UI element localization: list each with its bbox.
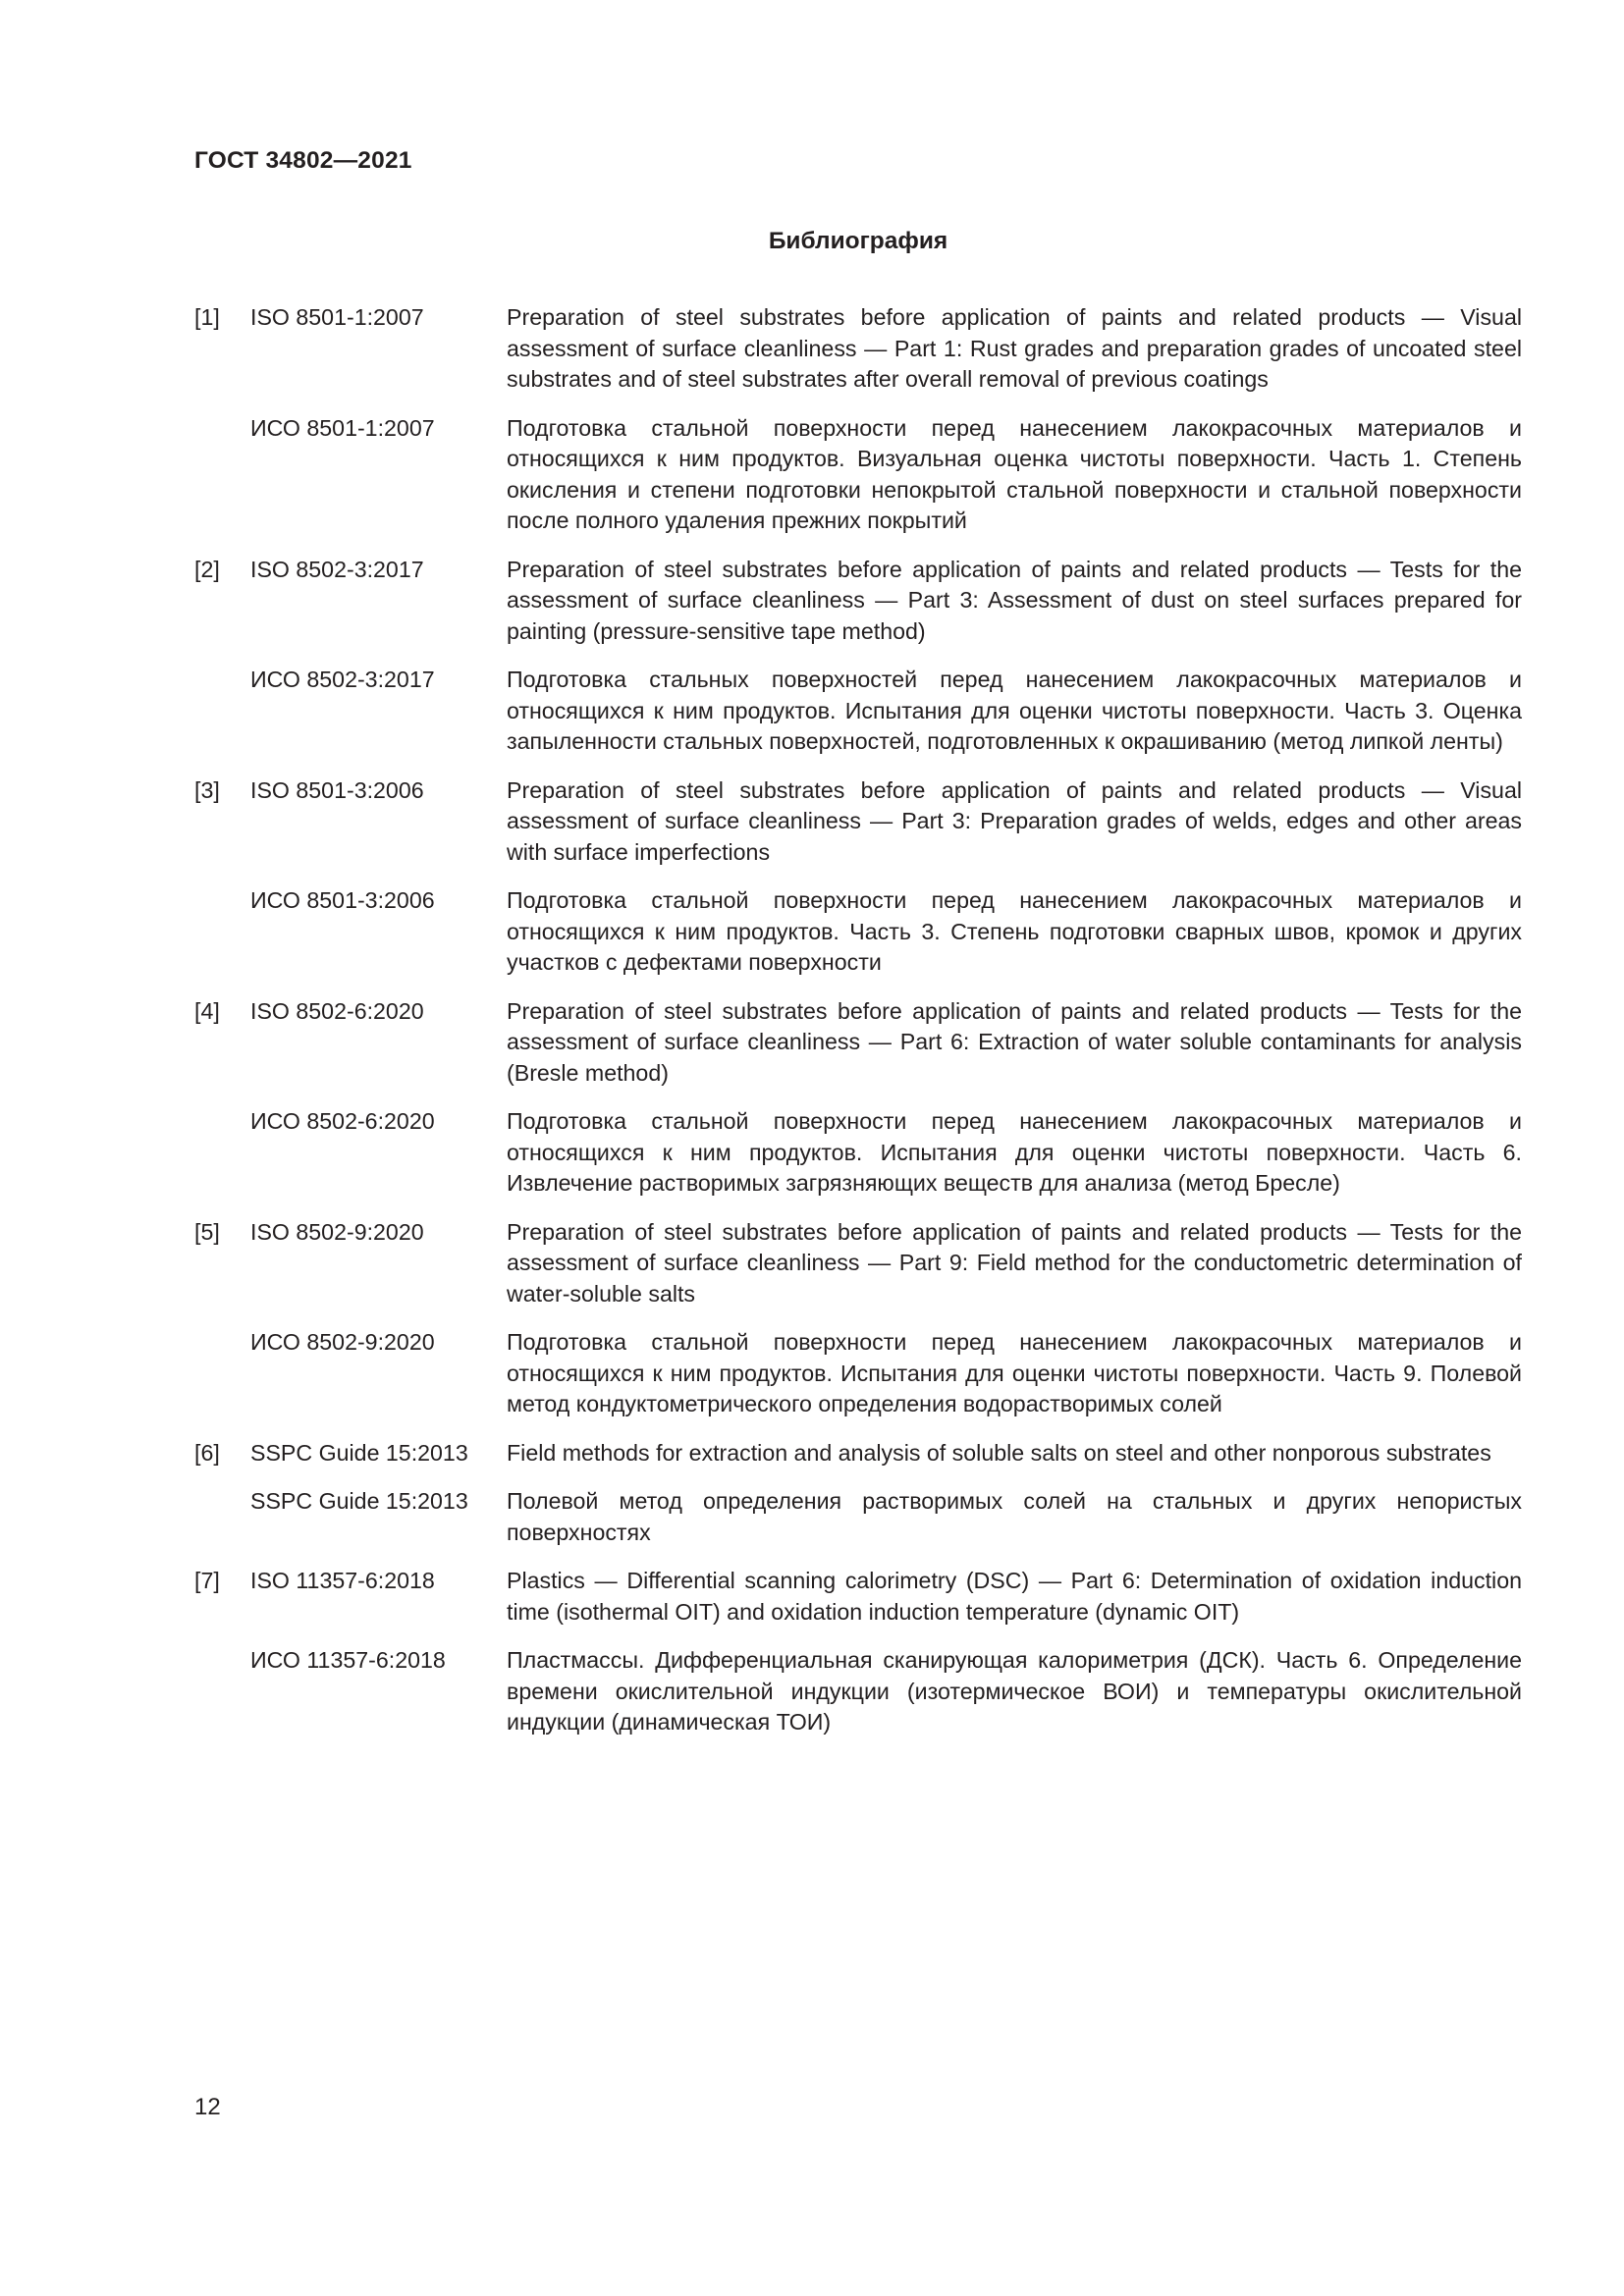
standard-code: ISO 8501-1:2007 — [250, 304, 424, 330]
entry-translation — [194, 1327, 1522, 1420]
standard-code: ISO 8502-6:2020 — [250, 997, 424, 1024]
entry-original — [194, 1566, 1522, 1628]
standard-code: ISO 11357-6:2018 — [250, 1568, 435, 1593]
standard-code-translated: ИСО 8502-6:2020 — [250, 1108, 435, 1134]
reference-number: [7] — [194, 1568, 220, 1593]
standard-title-translated: Полевой метод определения растворимых солей на стальных и других непористых поверхностях — [507, 1488, 1522, 1545]
entry-translation — [194, 1645, 1522, 1738]
bibliography-list — [194, 302, 1522, 1756]
standard-title-translated: Подготовка стальной поверхности перед нанесением лакокрасочных материалов и относящихся к ним продуктов. Испытания для оценки чистоты поверхности. Часть 6. Извлечение растворимых загрязняющих веществ для анализа (метод Бресле) — [507, 1108, 1522, 1196]
bibliography-entry — [194, 1217, 1522, 1420]
standard-title-translated: Подготовка стальной поверхности перед нанесением лакокрасочных материалов и относящихся к ним продуктов. Часть 3. Степень подготовки сварных швов, кромок и других участков с дефектами поверхности — [507, 887, 1522, 975]
standard-code: ISO 8501-3:2006 — [250, 776, 424, 803]
reference-number: [2] — [194, 556, 220, 582]
entry-original — [194, 1438, 1522, 1469]
entry-translation — [194, 413, 1522, 537]
standard-code: ISO 8502-9:2020 — [250, 1218, 424, 1245]
standard-code-translated: ИСО 8502-3:2017 — [250, 667, 435, 692]
bibliography-entry — [194, 555, 1522, 758]
entry-translation — [194, 885, 1522, 979]
bibliography-entry — [194, 1438, 1522, 1549]
entry-original — [194, 555, 1522, 648]
reference-number: [3] — [194, 776, 220, 803]
standard-title: Preparation of steel substrates before application of paints and related products — Visual assessment of surface cleanliness — Part 3: Preparation grades of welds, edges and other areas with surface imperfections — [507, 776, 1522, 865]
standard-title: Preparation of steel substrates before application of paints and related products — Tests for the assessment of surface cleanliness — Part 3: Assessment of dust on steel surfaces prepared for painting (pressure-sensitive tape method) — [507, 556, 1522, 644]
standard-code-translated: ИСО 8501-1:2007 — [250, 414, 435, 441]
standard-title-translated: Подготовка стальной поверхности перед нанесением лакокрасочных материалов и относящихся к ним продуктов. Испытания для оценки чистоты поверхности. Часть 9. Полевой метод кондуктометрического определения водорастворимых солей — [507, 1329, 1522, 1416]
standard-title: Field methods for extraction and analysis of soluble salts on steel and other nonporous substrates — [507, 1439, 1491, 1466]
standard-title-translated: Подготовка стальных поверхностей перед нанесением лакокрасочных материалов и относящихся к ним продуктов. Испытания для оценки чистоты поверхности. Часть 3. Оценка запыленности стальных поверхностей, подготовленных к окрашиванию (метод липкой ленты) — [507, 667, 1522, 754]
standard-code: ISO 8502-3:2017 — [250, 556, 424, 582]
bibliography-entry — [194, 996, 1522, 1200]
reference-number: [1] — [194, 304, 220, 330]
entry-original — [194, 775, 1522, 869]
section-title: Библиография — [768, 228, 948, 254]
entry-translation — [194, 1486, 1522, 1548]
page-number: 12 — [194, 2094, 221, 2120]
standard-title: Plastics — Differential scanning calorimetry (DSC) — Part 6: Determination of oxidation induction time (isothermal OIT) and oxidation induction temperature (dynamic OIT) — [507, 1568, 1522, 1625]
entry-translation — [194, 665, 1522, 758]
standard-code-translated: ИСО 8501-3:2006 — [250, 887, 435, 913]
standard-title: Preparation of steel substrates before application of paints and related products — Visual assessment of surface cleanliness — Part 1: Rust grades and preparation grades of uncoated steel substrates and of steel substrates after overall removal of previous coatings — [507, 304, 1522, 392]
standard-code: SSPC Guide 15:2013 — [250, 1439, 468, 1466]
standard-code-translated: ИСО 8502-9:2020 — [250, 1329, 435, 1355]
standard-title: Preparation of steel substrates before application of paints and related products — Tests for the assessment of surface cleanliness — Part 6: Extraction of water soluble contaminants for analysis (Bresle method) — [507, 997, 1522, 1086]
entry-original — [194, 302, 1522, 396]
entry-original — [194, 996, 1522, 1090]
reference-number: [5] — [194, 1218, 220, 1245]
standard-code-translated: ИСО 11357-6:2018 — [250, 1647, 446, 1673]
entry-original — [194, 1217, 1522, 1310]
entry-translation — [194, 1106, 1522, 1200]
reference-number: [6] — [194, 1439, 220, 1466]
reference-number: [4] — [194, 997, 220, 1024]
standard-title: Preparation of steel substrates before application of paints and related products — Tests for the assessment of surface cleanliness — Part 9: Field method for the conductometric determination of water-soluble salts — [507, 1218, 1522, 1307]
bibliography-entry — [194, 302, 1522, 537]
standard-title-translated: Подготовка стальной поверхности перед нанесением лакокрасочных материалов и относящихся к ним продуктов. Визуальная оценка чистоты поверхности. Часть 1. Степень окисления и степени подготовки непокрытой стальной поверхности и стальной поверхности после полного удаления прежних покрытий — [507, 414, 1522, 533]
standard-code-translated: SSPC Guide 15:2013 — [250, 1488, 468, 1514]
bibliography-entry — [194, 1566, 1522, 1738]
bibliography-entry — [194, 775, 1522, 979]
standard-title-translated: Пластмассы. Дифференциальная сканирующая калориметрия (ДСК). Часть 6. Определение времени окислительной индукции (изотермическое ВОИ) и температуры окислительной индукции (динамическая ТОИ) — [507, 1647, 1522, 1735]
document-header: ГОСТ 34802—2021 — [194, 147, 412, 174]
